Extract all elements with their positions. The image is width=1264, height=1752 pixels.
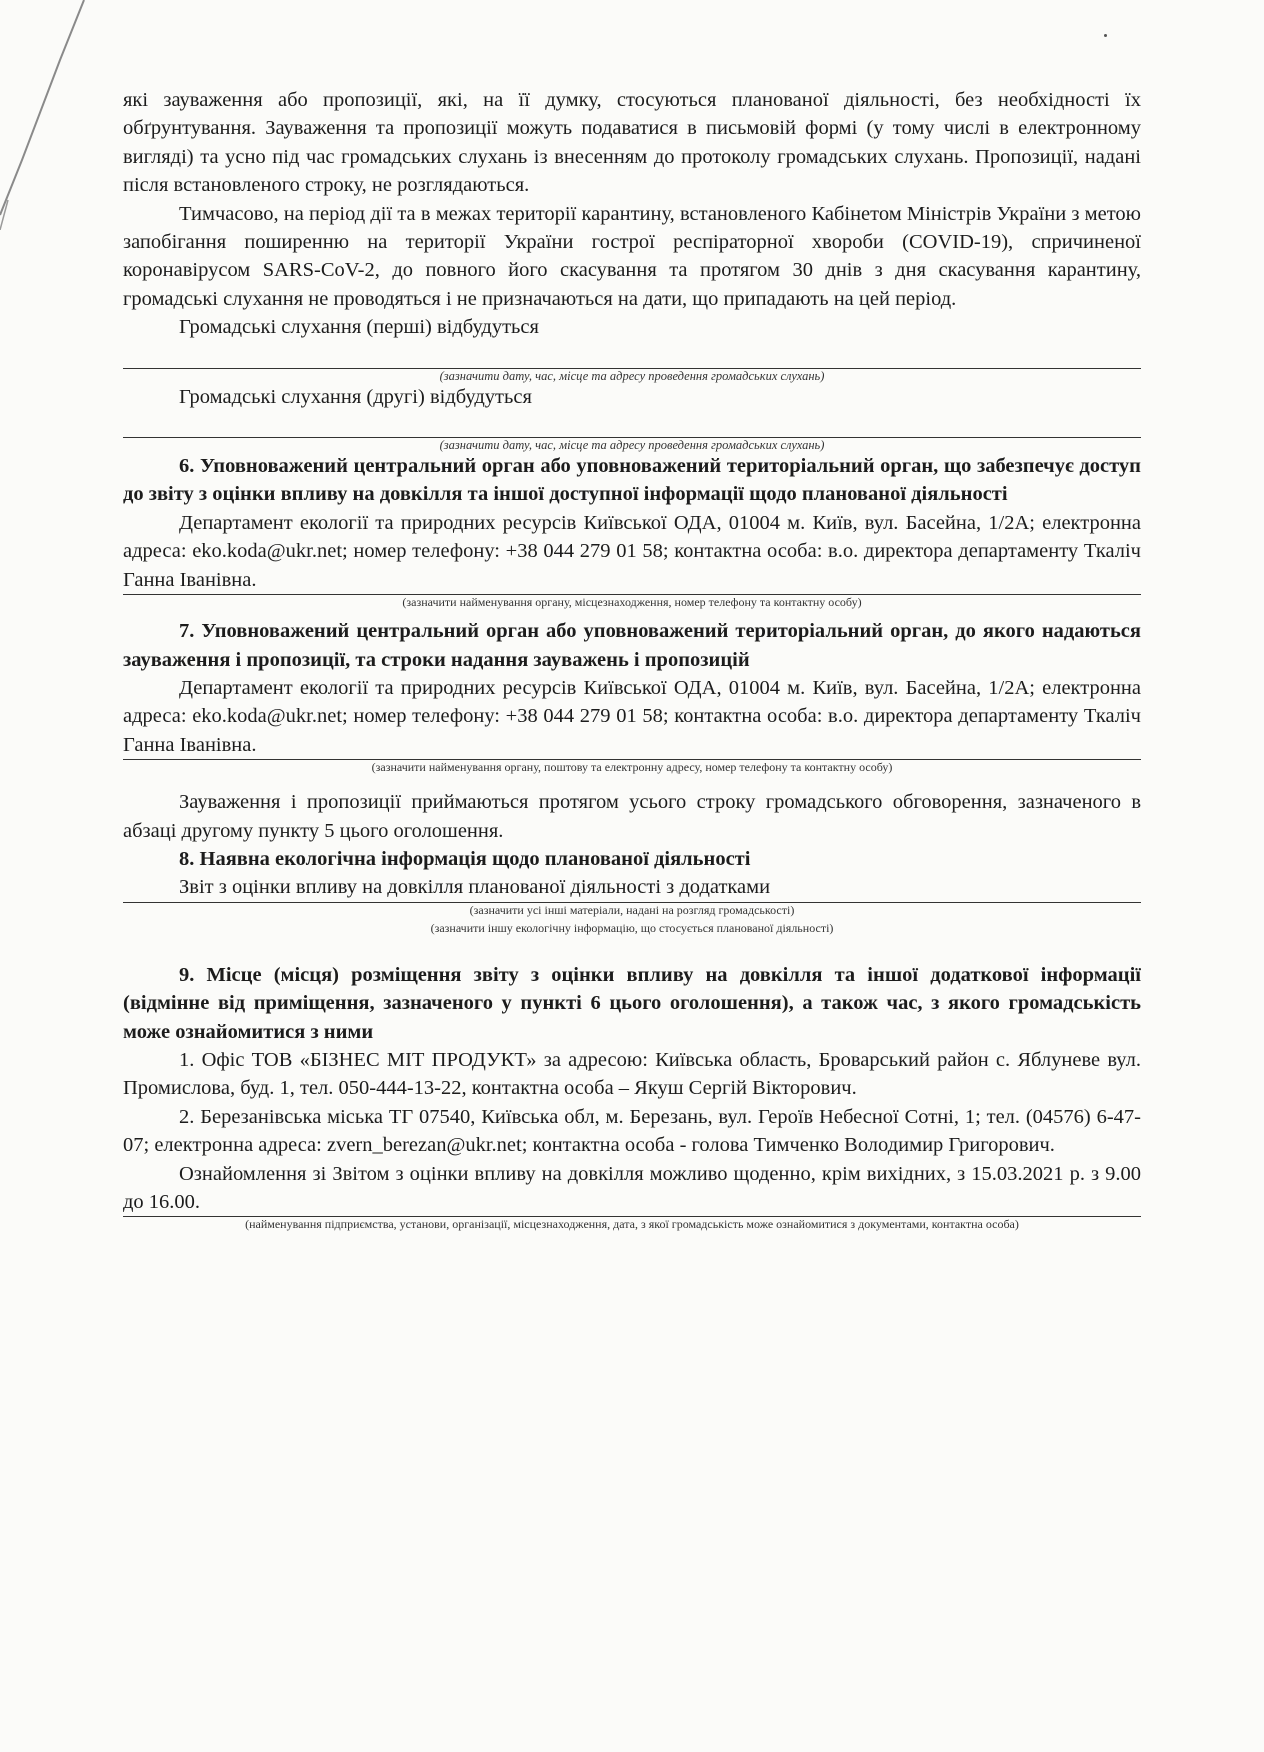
section-9-heading: 9. Місце (місця) розміщення звіту з оцінки впливу на довкілля та іншої додаткової інформації (відмінне від приміщення, зазначеного у пункті 6 цього оголошення), а також час, з якого громадськість може ознайомитися з ними	[123, 963, 1141, 1043]
paragraph-comments-submission: які зауваження або пропозиції, які, на її думку, стосуються планованої діяльності, без необхідності їх обґрунтування. Зауваження та пропозиції можуть подаватися в письмовій формі (у тому числі в електронному вигляді) та усно під час громадських слухань із внесенням до протоколу громадських слухань. Пропозиції, надані після встановленого строку, не розглядаються.	[123, 89, 1141, 197]
section-6-heading: 6. Уповноважений центральний орган або уповноважений територіальний орган, що забезпечує доступ до звіту з оцінки впливу на довкілля та іншої доступної інформації щодо планованої діяльності	[123, 455, 1141, 506]
section-8-body: Звіт з оцінки впливу на довкілля планованої діяльності з додатками	[123, 873, 1141, 902]
section-8-caption-info: (зазначити іншу екологічну інформацію, що стосується планованої діяльності)	[430, 920, 834, 935]
section-9-item-1: 1. Офіс ТОВ «БІЗНЕС МІТ ПРОДУКТ» за адресою: Київська область, Броварський район с. Яблуневе вул. Промислова, буд. 1, тел. 050-444-13-22, контактна особа – Якуш Сергій Вікторович.	[123, 1048, 1141, 1100]
hearing-first-label: Громадські слухання (перші) відбудуться	[179, 316, 539, 339]
section-7-body: Департамент екології та природних ресурсів Київської ОДА, 01004 м. Київ, вул. Басейна, 1/2А; електронна адреса: eko.koda@ukr.net; номер телефону: +38 044 279 01 58; контактна особа: в.о. директора департаменту Ткаліч Ганна Іванівна.	[123, 674, 1141, 760]
section-9-item-2: 2. Березанівська міська ТГ 07540, Київська обл, м. Березань, вул. Героїв Небесної Сотні, 1; тел. (04576) 6-47-07; електронна адреса: zvern_berezan@ukr.net; контактна особа - голова Тимченко Володимир Григорович.	[123, 1105, 1141, 1157]
section-6-caption: (зазначити найменування органу, місцезнаходження, номер телефону та контактну особу)	[402, 595, 862, 610]
section-7-caption: (зазначити найменування органу, поштову та електронну адресу, номер телефону та контактну особу)	[371, 760, 893, 775]
section-9-caption: (найменування підприємства, установи, організації, місцезнаходження, дата, з якої громадськість може ознайомитися з документами, контактна особа)	[245, 1217, 1019, 1232]
scan-edge-mark	[0, 0, 120, 230]
section-7-heading: 7. Уповноважений центральний орган або уповноважений територіальний орган, до якого надаються зауваження і пропозиції, та строки надання зауважень і пропозицій	[123, 620, 1141, 671]
hearing-first-caption: (зазначити дату, час, місце та адресу проведення громадських слухань)	[439, 368, 825, 383]
hearing-second-label: Громадські слухання (другі) відбудуться	[179, 385, 532, 408]
document-body	[123, 86, 1141, 1231]
section-6-body: Департамент екології та природних ресурсів Київської ОДА, 01004 м. Київ, вул. Басейна, 1/2А; електронна адреса: eko.koda@ukr.net; номер телефону: +38 044 279 01 58; контактна особа: в.о. директора департаменту Ткаліч Ганна Іванівна.	[123, 509, 1141, 595]
hearing-second-fill-line	[123, 411, 1141, 438]
section-9-access: Ознайомлення зі Звітом з оцінки впливу на довкілля можливо щоденно, крім вихідних, з 15.03.2021 р. з 9.00 до 16.00.	[123, 1160, 1141, 1218]
section-8-caption-materials: (зазначити усі інші матеріали, надані на розгляд громадськості)	[469, 902, 795, 917]
section-8-heading: 8. Наявна екологічна інформація щодо планованої діяльності	[179, 847, 751, 870]
hearing-first-fill-line	[123, 342, 1141, 369]
hearing-second-caption: (зазначити дату, час, місце та адресу проведення громадських слухань)	[439, 438, 825, 453]
scan-speck	[1104, 34, 1107, 37]
section-7-note: Зауваження і пропозиції приймаються протягом усього строку громадського обговорення, зазначеного в абзаці другому пункту 5 цього оголошення.	[123, 791, 1141, 842]
paragraph-quarantine: Тимчасово, на період дії та в межах території карантину, встановленого Кабінетом Міністрів України з метою запобігання поширенню на території України гострої респіраторної хвороби (COVID-19), спричиненої коронавірусом SARS-CoV-2, до повного його скасування та протягом 30 днів з дня скасування карантину, громадські слухання не проводяться і не призначаються на дати, що припадають на цей період.	[123, 202, 1141, 310]
